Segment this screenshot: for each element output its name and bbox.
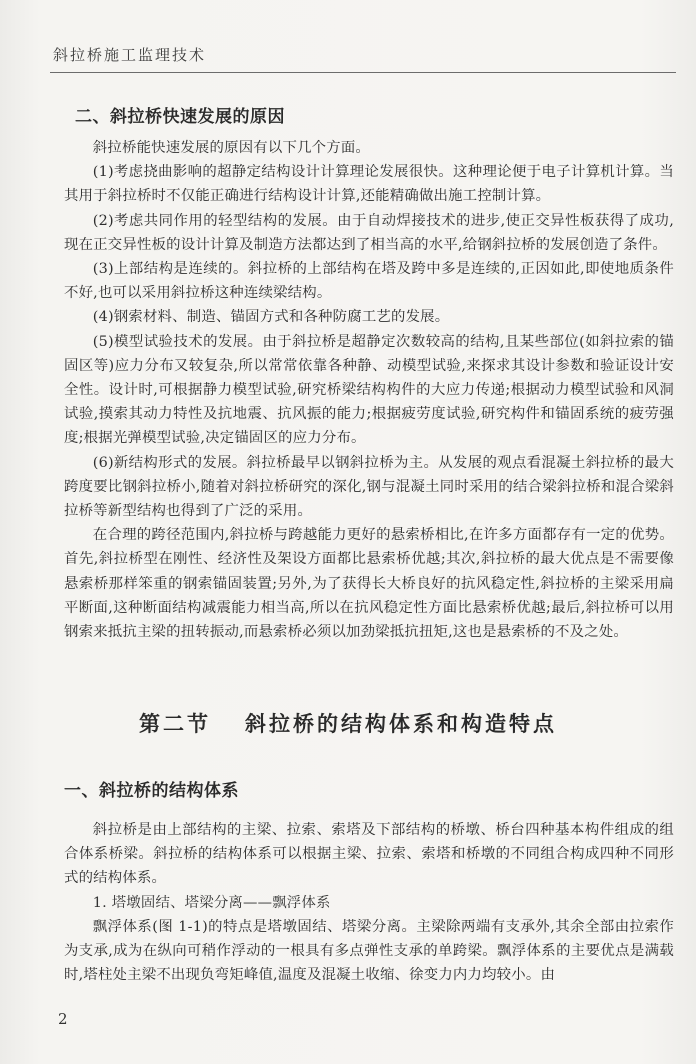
section-number: 第二节 (139, 712, 211, 736)
body-section-b (64, 818, 674, 987)
heading-structural-system: 一、斜拉桥的结构体系 (64, 781, 239, 801)
heading-development-reasons: 二、斜拉桥快速发展的原因 (75, 107, 285, 127)
paragraph: (3)上部结构是连续的。斜拉桥的上部结构在塔及跨中多是连续的,正因如此,即使地质条件不好,也可以采用斜拉桥这种连续梁结构。 (64, 261, 674, 302)
paragraph: (5)模型试验技术的发展。由于斜拉桥是超静定次数较高的结构,且某些部位(如斜拉索的锚固区等)应力分布又较复杂,所以常常依靠各种静、动模型试验,来探求其设计参数和验证设计安全性。设计时,可根据静力模型试验,研究桥梁结构构件的大应力传递;根据动力模型试验和风洞试验,摸索其动力特性及抗地震、抗风振的能力;根据疲劳度试验,研究构件和锚固系统的疲劳强度;根据光弹模型试验,决定锚固区的应力分布。 (64, 333, 674, 447)
paragraph: 飘浮体系(图 1-1)的特点是塔墩固结、塔梁分离。主梁除两端有支承外,其余全部由拉索作为支承,成为在纵向可稍作浮动的一根具有多点弹性支承的单跨梁。飘浮体系的主要优点是满载时,塔柱处主梁不出现负弯矩峰值,温度及混凝土收缩、徐变力内力均较小。由 (64, 918, 674, 984)
paragraph: (4)钢索材料、制造、锚固方式和各种防腐工艺的发展。 (92, 309, 450, 326)
paragraph: 在合理的跨径范围内,斜拉桥与跨越能力更好的悬索桥相比,在许多方面都存有一定的优势。首先,斜拉桥型在刚性、经济性及架设方面都比悬索桥优越;其次,斜拉桥的最大优点是不需要像悬索桥那样笨重的钢索锚固装置;另外,为了获得长大桥良好的抗风稳定性,斜拉桥的主梁采用扁平断面,这种断面结构减震能力相当高,所以在抗风稳定性方面比悬索桥优越;最后,斜拉桥可以用钢索来抵抗主梁的扭转振动,而悬索桥必须以加劲梁抵抗扭矩,这也是悬索桥的不及之处。 (64, 527, 674, 641)
body-section-a (64, 136, 674, 644)
paragraph: (1)考虑挠曲影响的超静定结构设计计算理论发展很快。这种理论便于电子计算机计算。当其用于斜拉桥时不仅能正确进行结构设计计算,还能精确做出施工控制计算。 (64, 164, 674, 205)
header-rule (50, 72, 676, 73)
section-title-text: 斜拉桥的结构体系和构造特点 (245, 712, 557, 736)
paragraph: 斜拉桥能快速发展的原因有以下几个方面。 (92, 140, 371, 156)
section-title (0, 708, 696, 738)
paragraph: (6)新结构形式的发展。斜拉桥最早以钢斜拉桥为主。从发展的观点看混凝土斜拉桥的最大跨度要比钢斜拉桥小,随着对斜拉桥研究的深化,钢与混凝土同时采用的结合梁斜拉桥和混合梁斜拉桥等新型结构也得到了广泛的采用。 (64, 454, 674, 520)
paragraph: (2)考虑共同作用的轻型结构的发展。由于自动焊接技术的进步,使正交异性板获得了成功,现在正交异性板的设计计算及制造方法都达到了相当高的水平,给钢斜拉桥的发展创造了条件。 (64, 212, 674, 253)
paragraph: 斜拉桥是由上部结构的主梁、拉索、索塔及下部结构的桥墩、桥台四种基本构件组成的组合体系桥梁。斜拉桥的结构体系可以根据主梁、拉索、索塔和桥墩的不同组合构成四种不同形式的结构体系。 (64, 822, 674, 887)
page-number: 2 (58, 1010, 68, 1028)
running-head: 斜拉桥施工监理技术 (53, 46, 207, 64)
subheading-floating-system: 1. 塔墩固结、塔梁分离——飘浮体系 (92, 894, 331, 911)
